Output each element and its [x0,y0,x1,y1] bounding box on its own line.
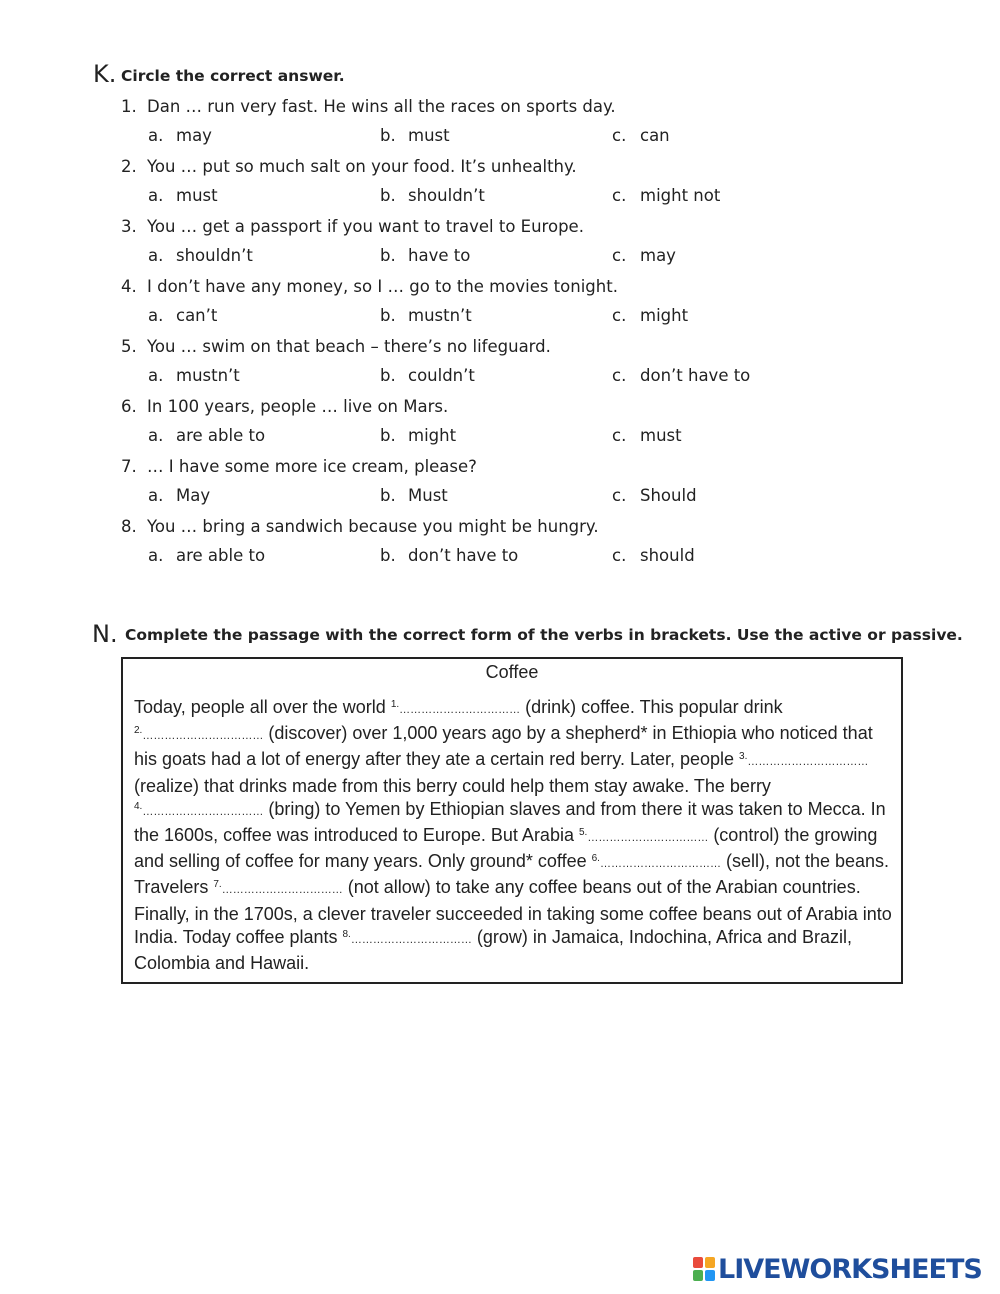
option-c[interactable] [612,546,695,565]
option-a[interactable] [148,426,265,445]
passage-segment: (control) the growing and selling of coffee for many years. Only ground* coffee [134,825,878,872]
passage-segment: Today, people all over the world [134,697,391,717]
question-number: 6. [121,397,137,416]
passage-box [121,657,903,984]
option-letter: a. [148,366,164,385]
option-c[interactable] [612,246,676,265]
section-k-instruction: Circle the correct answer. [121,67,345,85]
option-a[interactable] [148,366,240,385]
option-text: might [640,306,689,325]
blank-5[interactable]: $^{5.}$…………………………… [578,827,709,845]
option-text: have to [408,246,471,265]
option-text: shouldn’t [176,246,253,265]
question-number: 5. [121,337,137,356]
question-item [0,397,1000,457]
passage-segment: (sell), not the beans. Travelers [134,851,890,898]
question-stem [121,217,584,236]
passage-segment: (realize) that drinks made from this berry could help them stay awake. The berry [134,775,771,796]
question-item [0,337,1000,397]
option-text: are able to [176,546,266,565]
option-text: might not [640,186,721,205]
option-text: couldn’t [408,366,475,385]
option-letter: a. [148,306,164,325]
option-text: can [640,126,670,145]
option-text: mustn’t [408,306,472,325]
question-number: 8. [121,517,137,536]
option-c[interactable] [612,306,688,325]
logo-mark-icon [693,1257,715,1281]
option-letter: c. [612,426,627,445]
option-text: May [176,486,211,505]
option-letter: b. [380,306,396,325]
option-b[interactable] [380,246,470,265]
option-c[interactable] [612,126,670,145]
question-item [0,157,1000,217]
passage-segment: (grow) in Jamaica, Indochina, Africa and Brazil, Colombia and Hawaii. [134,926,853,974]
option-text: might [408,426,457,445]
question-item [0,517,1000,577]
question-number: 3. [121,217,137,236]
question-text: You … swim on that beach – there’s no lifeguard. [147,337,551,356]
option-c[interactable] [612,366,750,385]
question-item [0,217,1000,277]
option-c[interactable] [612,426,682,445]
option-letter: b. [380,546,396,565]
option-letter: b. [380,366,396,385]
option-b[interactable] [380,306,472,325]
option-text: shouldn’t [408,186,485,205]
option-letter: c. [612,366,627,385]
question-text: Dan … run very fast. He wins all the races on sports day. [147,97,616,116]
section-n-letter: N. [92,620,118,648]
question-text: I don’t have any money, so I … go to the movies tonight. [147,277,618,296]
question-item [0,97,1000,157]
option-a[interactable] [148,186,218,205]
option-text: must [640,426,682,445]
option-b[interactable] [380,186,485,205]
question-number: 7. [121,457,137,476]
option-c[interactable] [612,486,697,505]
option-letter: b. [380,246,396,265]
blank-6[interactable]: $^{6.}$…………………………… [591,853,721,871]
question-item [0,277,1000,337]
option-a[interactable] [148,246,253,265]
question-stem [121,517,599,536]
question-stem [121,157,577,176]
blank-3[interactable]: $^{3.}$…………………………… [739,751,869,769]
question-stem [121,457,477,476]
option-letter: c. [612,126,627,145]
option-letter: b. [380,486,396,505]
blank-4[interactable]: $^{4.}$…………………………… [134,800,264,818]
liveworksheets-logo [693,1254,982,1284]
option-text: don’t have to [408,546,519,565]
passage-text [134,696,894,975]
question-text: You … bring a sandwich because you might be hungry. [147,517,599,536]
option-text: are able to [176,426,266,445]
option-b[interactable] [380,486,448,505]
option-text: mustn’t [176,366,240,385]
question-item [0,457,1000,517]
option-b[interactable] [380,366,475,385]
question-stem [121,277,618,296]
question-text: … I have some more ice cream, please? [147,457,477,476]
option-letter: a. [148,126,164,145]
option-letter: c. [612,306,627,325]
option-text: must [176,186,218,205]
question-text: You … get a passport if you want to travel to Europe. [147,217,584,236]
option-letter: b. [380,186,396,205]
option-letter: c. [612,546,627,565]
logo-text: LIVEWORKSHEETS [718,1253,982,1285]
passage-title: Coffee [485,662,539,682]
option-letter: a. [148,546,164,565]
option-letter: b. [380,126,396,145]
option-letter: c. [612,246,627,265]
question-stem [121,397,448,416]
option-b[interactable] [380,426,456,445]
passage-segment: (bring) to Yemen by Ethiopian slaves and from there it was taken to Mecca. In the 1600s, coffee was introduced to Europe. But Arabia [134,798,886,846]
option-text: must [408,126,450,145]
option-a[interactable] [148,546,265,565]
blank-8[interactable]: $^{8.}$…………………………… [342,928,472,946]
question-text: In 100 years, people … live on Mars. [147,397,449,416]
passage-segment: (discover) over 1,000 years ago by a shepherd* in Ethiopia who noticed that his goats had a lot of energy after they ate a certain red berry. Later, people [134,723,873,770]
blank-1[interactable]: $^{1.}$…………………………… [390,699,521,716]
question-list [0,97,1000,577]
option-text: should [640,546,695,565]
option-letter: c. [612,486,627,505]
question-number: 4. [121,277,137,296]
question-number: 2. [121,157,137,176]
option-letter: a. [148,246,164,265]
question-number: 1. [121,97,137,116]
option-text: Must [408,486,448,505]
option-text: can’t [176,306,218,325]
option-text: don’t have to [640,366,751,385]
question-stem [121,337,551,356]
option-c[interactable] [612,186,720,205]
option-a[interactable] [148,306,217,325]
option-letter: b. [380,426,396,445]
option-a[interactable] [148,126,212,145]
passage-segment: (not allow) to take any coffee beans out of the Arabian countries. Finally, in the 1700s, a clever traveler succeeded in taking some coffee beans out of Arabia into India. Today coffee plants [134,877,892,947]
option-b[interactable] [380,126,450,145]
option-letter: a. [148,486,164,505]
option-letter: a. [148,426,164,445]
question-text: You … put so much salt on your food. It’s unhealthy. [147,157,577,176]
blank-2[interactable]: $^{2.}$…………………………… [134,725,264,743]
option-text: may [640,246,676,265]
blank-7[interactable]: $^{7.}$…………………………… [213,879,343,897]
passage-segment: (drink) coffee. This popular drink [520,697,783,717]
section-k-letter: K. [93,60,117,88]
option-text: Should [640,486,697,505]
option-letter: c. [612,186,627,205]
option-a[interactable] [148,486,210,505]
option-letter: a. [148,186,164,205]
section-n-instruction: Complete the passage with the correct form of the verbs in brackets. Use the active or passive. [125,626,963,644]
question-stem [121,97,616,116]
option-text: may [176,126,212,145]
option-b[interactable] [380,546,518,565]
